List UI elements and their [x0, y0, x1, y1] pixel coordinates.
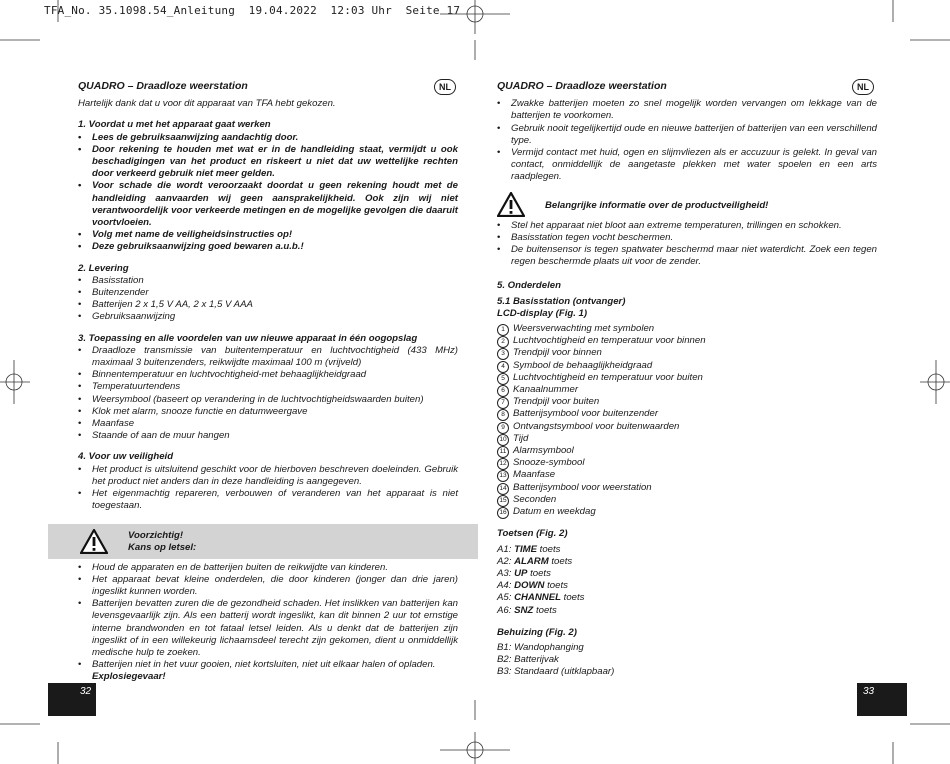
- item-number-badge: 1: [497, 324, 509, 336]
- item-label: Luchtvochtigheid en temperatuur voor buiten: [513, 371, 703, 383]
- item-label: Maanfase: [513, 469, 556, 481]
- item-label: Alarmsymbool: [513, 445, 574, 457]
- explosion-warning: Explosiegevaar!: [92, 671, 166, 683]
- key-name: DOWN: [514, 580, 545, 592]
- page-number: 33: [863, 686, 875, 697]
- key-code: A3:: [497, 567, 512, 579]
- lcd-item: [497, 408, 877, 420]
- caution-title: Voorzichtig!: [128, 530, 184, 541]
- item-label: Luchtvochtigheid en temperatuur voor binnen: [513, 335, 706, 347]
- list-item: B3: Standaard (uitklapbaar): [497, 666, 615, 678]
- list-item: • Voor schade die wordt veroorzaakt doordat u geen rekening houdt met de handleiding aanvaarden wij geen aansprakelijkheid. Ook zijn wij niet verantwoordelijk voor verkeerde metingen en de mogelijke gevolgen die daaruit voortvloeien.: [78, 180, 458, 229]
- key-code: A4:: [497, 580, 512, 592]
- item-number-badge: 14: [497, 483, 509, 495]
- item-number-badge: 15: [497, 495, 509, 507]
- key-code: A5:: [497, 592, 512, 604]
- item-label: Snooze-symbool: [513, 457, 585, 469]
- list-item: • Draadloze transmissie van buitentemperatuur en luchtvochtigheid (433 MHz) maximaal 3 buitenzenders, reikwijdte maximaal 100 m (vrijveld): [78, 345, 458, 369]
- list-item: • Door rekening te houden met wat er in de handleiding staat, vermijdt u ook beschadigingen van het product en riskeert u niet dat uw wettelijke rechten door verkeerd gebruik niet meer gelden.: [78, 144, 458, 181]
- list-item: • Batterijen bevatten zuren die de gezondheid schaden. Het inslikken van batterijen kan levensgevaarlijk zijn. Als een batterij wordt ingeslikt, kan dit binnen 2 uur tot ernstige interne brandwonden en tot fataal letsel leiden. Als u denkt dat de batterijen zijn ingeslikt of in een willekeurig lichaamsdeel terecht zijn gekomen, dient u onmiddellijk medische hulp te zoeken.: [78, 598, 458, 659]
- list-item: • Gebruik nooit tegelijkertijd oude en nieuwe batterijen of batterijen van een verschillend type.: [497, 123, 877, 147]
- warning-icon: [80, 529, 108, 554]
- list-item: • Gebruiksaanwijzing: [78, 311, 458, 323]
- warning-icon: [497, 192, 525, 217]
- key-code: A6:: [497, 604, 512, 616]
- item-number-badge: 10: [497, 434, 509, 446]
- item-label: Datum en weekdag: [513, 506, 596, 518]
- intro-text: Hartelijk dank dat u voor dit apparaat van TFA hebt gekozen.: [78, 98, 336, 110]
- language-badge: NL: [434, 79, 456, 95]
- right-page: [497, 80, 877, 679]
- list-item: • Houd de apparaten en de batterijen buiten de reikwijdte van kinderen.: [78, 562, 458, 574]
- page-number-box: [48, 683, 96, 716]
- item-number-badge: 2: [497, 336, 509, 348]
- item-number-badge: 11: [497, 446, 509, 458]
- key-item: [497, 568, 877, 580]
- page-title: QUADRO – Draadloze weerstation: [497, 80, 667, 92]
- lcd-item: [497, 323, 877, 335]
- key-item: [497, 556, 877, 568]
- item-number-badge: 9: [497, 422, 509, 434]
- subsection-heading: LCD-display (Fig. 1): [497, 307, 588, 319]
- caution-list: [78, 562, 458, 672]
- section-list: [78, 132, 458, 254]
- key-suffix: toets: [551, 555, 573, 567]
- print-header: TFA_No. 35.1098.54_Anleitung 19.04.2022 12:03 Uhr Seite 17: [44, 4, 461, 17]
- section-list: [78, 275, 458, 324]
- list-item: • Volg met name de veiligheidsinstructies op!: [78, 229, 458, 241]
- section-heading: 2. Levering: [78, 262, 129, 274]
- key-suffix: toets: [539, 543, 561, 555]
- list-item: • De buitensensor is tegen spatwater beschermd maar niet waterdicht. Zoek een tegen regen beschermde plaats uit voor de zender.: [497, 244, 877, 268]
- list-item: • Deze gebruiksaanwijzing goed bewaren a.u.b.!: [78, 241, 458, 253]
- key-suffix: toets: [530, 567, 551, 579]
- key-item: [497, 592, 877, 604]
- lcd-item: [497, 396, 877, 408]
- item-label: Kanaalnummer: [513, 384, 579, 396]
- key-name: UP: [514, 567, 528, 579]
- list-item: • Binnentemperatuur en luchtvochtigheid-met behaaglijkheidgraad: [78, 369, 458, 381]
- page-number-box: [857, 683, 907, 716]
- subsection-heading: Behuizing (Fig. 2): [497, 626, 577, 638]
- key-name: CHANNEL: [514, 592, 561, 604]
- lcd-items-list: [497, 323, 877, 518]
- lcd-item: [497, 457, 877, 469]
- item-number-badge: 4: [497, 361, 509, 373]
- list-item: • Het apparaat bevat kleine onderdelen, die door kinderen (jonger dan drie jaren) ingeslikt kunnen worden.: [78, 574, 458, 598]
- list-item: • Batterijen niet in het vuur gooien, niet kortsluiten, niet uit elkaar halen of opladen.: [78, 659, 458, 671]
- item-label: Weersverwachting met symbolen: [513, 323, 655, 335]
- key-item: [497, 580, 877, 592]
- list-item: • Basisstation: [78, 275, 458, 287]
- section-list: [78, 464, 458, 513]
- lcd-item: [497, 469, 877, 481]
- battery-list: [497, 98, 877, 183]
- key-code: A2:: [497, 555, 512, 567]
- item-number-badge: 16: [497, 507, 509, 519]
- list-item: • Het product is uitsluitend geschikt voor de hierboven beschreven doeleinden. Gebruik het product niet anders dan in deze handleiding is aangegeven.: [78, 464, 458, 488]
- item-number-badge: 7: [497, 397, 509, 409]
- list-item: • Batterijen 2 x 1,5 V AA, 2 x 1,5 V AAA: [78, 299, 458, 311]
- lcd-item: [497, 433, 877, 445]
- list-item: • Basisstation tegen vocht beschermen.: [497, 232, 877, 244]
- item-number-badge: 8: [497, 409, 509, 421]
- lcd-item: [497, 335, 877, 347]
- keys-list: [497, 544, 877, 617]
- list-item: • Buitenzender: [78, 287, 458, 299]
- list-item: B1: Wandophanging: [497, 641, 584, 653]
- item-label: Tijd: [513, 432, 529, 444]
- section-heading: 5. Onderdelen: [497, 280, 561, 292]
- page-title: QUADRO – Draadloze weerstation: [78, 80, 248, 92]
- language-badge: NL: [852, 79, 874, 95]
- section-heading: 3. Toepassing en alle voordelen van uw nieuwe apparaat in één oogopslag: [78, 332, 418, 344]
- key-name: ALARM: [514, 555, 549, 567]
- lcd-item: [497, 494, 877, 506]
- key-item: [497, 605, 877, 617]
- list-item: • Vermijd contact met huid, ogen en slijmvliezen als er accuzuur is gelekt. In geval van contact, onmiddellijk de aangetaste plekken met water spoelen en een arts raadplegen.: [497, 147, 877, 184]
- key-suffix: toets: [535, 604, 557, 616]
- item-label: Batterijsymbool voor buitenzender: [513, 408, 659, 420]
- lcd-item: [497, 347, 877, 359]
- lcd-item: [497, 421, 877, 433]
- key-item: [497, 544, 877, 556]
- lcd-item: [497, 372, 877, 384]
- item-label: Symbool de behaaglijkheidgraad: [513, 359, 653, 371]
- item-label: Ontvangstsymbool voor buitenwaarden: [513, 420, 680, 432]
- item-number-badge: 6: [497, 385, 509, 397]
- list-item: • Staande of aan de muur hangen: [78, 430, 458, 442]
- item-number-badge: 3: [497, 348, 509, 360]
- lcd-item: [497, 482, 877, 494]
- important-info-title: Belangrijke informatie over de productveiligheid!: [545, 199, 769, 211]
- caution-box: [48, 524, 478, 559]
- key-suffix: toets: [563, 592, 585, 604]
- list-item: B2: Batterijvak: [497, 654, 559, 666]
- item-number-badge: 5: [497, 373, 509, 385]
- important-info-heading: [497, 192, 877, 220]
- item-number-badge: 12: [497, 458, 509, 470]
- list-item: • Maanfase: [78, 418, 458, 430]
- key-name: SNZ: [514, 604, 534, 616]
- key-code: A1:: [497, 543, 512, 555]
- lcd-item: [497, 360, 877, 372]
- lcd-item: [497, 506, 877, 518]
- item-label: Batterijsymbool voor weerstation: [513, 481, 652, 493]
- list-item: • Het eigenmachtig repareren, verbouwen of veranderen van het apparaat is niet toegestaan.: [78, 488, 458, 512]
- left-page: [78, 80, 458, 684]
- section-list: [78, 345, 458, 443]
- item-label: Seconden: [513, 493, 557, 505]
- key-name: TIME: [514, 543, 537, 555]
- list-item: • Zwakke batterijen moeten zo snel mogelijk worden vervangen om lekkage van de batterijen te voorkomen.: [497, 98, 877, 122]
- page-number: 32: [80, 686, 92, 697]
- item-label: Trendpijl voor binnen: [513, 347, 602, 359]
- caution-subtitle: Kans op letsel:: [128, 542, 197, 554]
- item-number-badge: 13: [497, 470, 509, 482]
- list-item: • Lees de gebruiksaanwijzing aandachtig door.: [78, 132, 458, 144]
- list-item: • Temperatuurtendens: [78, 381, 458, 393]
- important-list: [497, 220, 877, 269]
- key-suffix: toets: [547, 580, 568, 592]
- lcd-item: [497, 384, 877, 396]
- section-heading: 4. Voor uw veiligheid: [78, 451, 174, 463]
- housing-list: [497, 642, 877, 679]
- subsection-heading: 5.1 Basisstation (ontvanger): [497, 295, 626, 307]
- list-item: • Klok met alarm, snooze functie en datumweergave: [78, 406, 458, 418]
- section-heading: 1. Voordat u met het apparaat gaat werken: [78, 119, 271, 131]
- lcd-item: [497, 445, 877, 457]
- list-item: • Stel het apparaat niet bloot aan extreme temperaturen, trillingen en schokken.: [497, 220, 877, 232]
- subsection-heading: Toetsen (Fig. 2): [497, 528, 568, 540]
- list-item: • Weersymbool (baseert op verandering in de luchtvochtigheidswaarden buiten): [78, 394, 458, 406]
- item-label: Trendpijl voor buiten: [513, 396, 600, 408]
